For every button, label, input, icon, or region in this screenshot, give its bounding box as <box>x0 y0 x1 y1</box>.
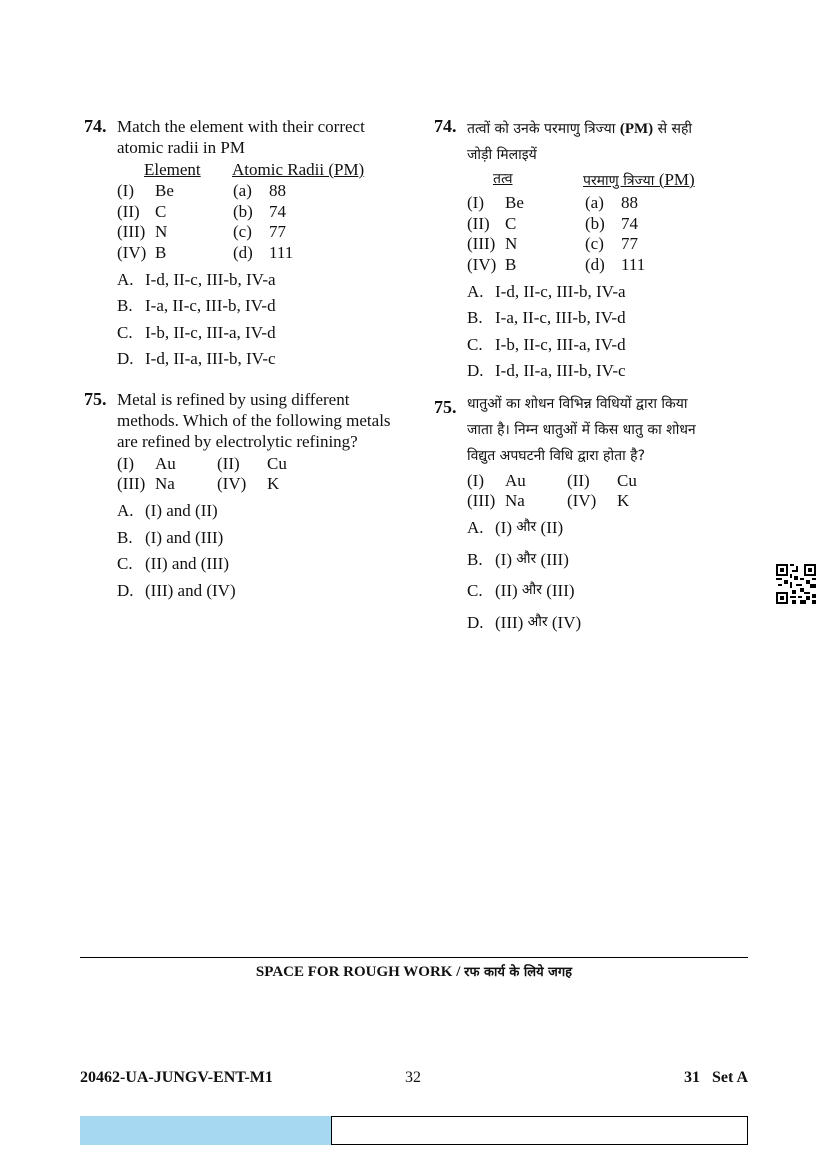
roman: (III) <box>117 222 146 242</box>
element: Be <box>155 181 174 200</box>
option-conj: और <box>516 550 537 567</box>
option-part: (III) <box>546 581 575 601</box>
question-stem <box>467 391 754 469</box>
option-d[interactable] <box>117 580 404 607</box>
question-number: 75. <box>434 396 457 417</box>
header-unit: (PM) <box>658 170 695 189</box>
letter: (a) <box>585 193 604 212</box>
roman: (II) <box>217 453 240 473</box>
match-header-left: Element <box>144 160 201 179</box>
option-label: B. <box>117 296 133 316</box>
option-text: I-d, II-c, III-b, IV-a <box>145 269 276 289</box>
option-a[interactable] <box>467 517 754 549</box>
match-row <box>467 233 754 254</box>
match-row <box>117 180 404 201</box>
roman: (I) <box>117 181 134 200</box>
metal-pair-row <box>117 473 404 494</box>
option-label: B. <box>467 308 483 328</box>
option-part: (III) <box>495 612 524 632</box>
option-text: I-d, II-c, III-b, IV-a <box>495 281 626 301</box>
question-number: 75. <box>84 388 107 409</box>
match-row <box>467 192 754 213</box>
stem-unit: (PM) <box>619 121 654 137</box>
roman: (IV) <box>217 474 247 494</box>
letter: (b) <box>233 201 253 221</box>
option-label: D. <box>467 361 484 381</box>
divider-line <box>80 957 748 958</box>
question-75-hi <box>434 391 754 643</box>
option-conj: और <box>521 582 542 599</box>
metal-pair-row <box>467 490 754 511</box>
letter: (b) <box>585 213 605 233</box>
roman: (III) <box>117 474 146 494</box>
option-label: A. <box>117 501 134 521</box>
option-d[interactable] <box>467 612 754 644</box>
option-part: (IV) <box>551 612 582 632</box>
option-label: C. <box>117 322 133 342</box>
option-label: D. <box>117 349 134 369</box>
metal-pair-row <box>117 453 404 474</box>
value: 111 <box>269 243 294 263</box>
roman: (III) <box>467 491 496 511</box>
stem-text: धातुओं का शोधन विभिन्न विधियों द्वारा किया <box>467 395 688 412</box>
value: 74 <box>621 213 638 233</box>
element: C <box>155 201 167 221</box>
option-b[interactable] <box>117 295 404 322</box>
element: B <box>155 243 167 263</box>
roman: (II) <box>567 470 590 490</box>
letter: (d) <box>233 243 253 263</box>
option-a[interactable] <box>117 269 404 296</box>
options <box>467 281 754 387</box>
option-text: I-b, II-c, III-a, IV-d <box>495 334 626 354</box>
question-75-en <box>84 389 404 606</box>
value: 111 <box>621 255 646 275</box>
option-conj: और <box>527 613 548 630</box>
option-label: A. <box>467 518 484 538</box>
option-label: C. <box>467 334 483 354</box>
option-label: A. <box>117 269 134 289</box>
header-text: परमाणु त्रिज्या <box>583 173 655 189</box>
stem-text: जोड़ी मिलाइयें <box>467 147 537 163</box>
option-text: (I) and (III) <box>145 527 224 547</box>
option-d[interactable] <box>467 360 754 387</box>
metal: Na <box>505 491 525 511</box>
rough-work-heading <box>80 962 748 981</box>
footer-color-bar <box>80 1116 331 1145</box>
roman: (I) <box>467 470 484 490</box>
question-number: 74. <box>84 116 107 136</box>
element: N <box>155 222 168 242</box>
match-header-right: Atomic Radii (PM) <box>232 160 365 179</box>
option-c[interactable] <box>117 322 404 349</box>
roman: (IV) <box>567 491 597 511</box>
option-label: D. <box>467 612 484 632</box>
metal-pair-row <box>467 470 754 491</box>
letter: (c) <box>585 234 604 254</box>
rough-work-en: SPACE FOR ROUGH WORK / <box>255 964 461 980</box>
option-label: C. <box>117 554 133 574</box>
roman: (IV) <box>467 255 497 275</box>
page-footer <box>80 1069 748 1091</box>
footer-empty-box <box>331 1116 748 1145</box>
options <box>467 517 754 643</box>
metal: Na <box>155 474 175 494</box>
match-row <box>467 254 754 275</box>
option-label: D. <box>117 580 134 600</box>
element: N <box>505 234 518 254</box>
roman: (I) <box>467 193 484 212</box>
option-c[interactable] <box>467 580 754 612</box>
option-a[interactable] <box>467 281 754 308</box>
match-header-right <box>583 169 695 192</box>
question-stem: Metal is refined by using different methods. Which of the following metals are refined by electrolytic refining? <box>117 389 391 451</box>
option-label: C. <box>467 581 483 601</box>
metal: K <box>617 491 630 511</box>
option-conj: और <box>516 519 537 536</box>
question-stem <box>467 116 754 168</box>
roman: (IV) <box>117 243 147 263</box>
metal: K <box>267 474 280 494</box>
option-text: I-a, II-c, III-b, IV-d <box>145 296 276 316</box>
option-text: (I) and (II) <box>145 501 218 521</box>
option-part: (III) <box>540 549 569 569</box>
metal: Au <box>155 453 176 473</box>
stem-text: तत्वों को उनके परमाणु त्रिज्या <box>467 121 616 137</box>
match-header <box>467 169 754 192</box>
metal: Cu <box>617 470 637 490</box>
set-label: 31 Set A <box>684 1069 748 1086</box>
stem-text: से सही <box>657 121 693 137</box>
question-stem: Match the element with their correct atomic radii in PM <box>117 117 365 157</box>
qr-code-icon <box>776 564 816 604</box>
options <box>117 269 404 375</box>
value: 88 <box>269 181 286 200</box>
option-text: I-d, II-a, III-b, IV-c <box>495 361 626 381</box>
option-part: (I) <box>495 518 512 538</box>
element: B <box>505 255 517 275</box>
roman: (III) <box>467 234 496 254</box>
letter: (a) <box>233 181 252 200</box>
metal: Cu <box>267 453 287 473</box>
option-part: (II) <box>540 518 564 538</box>
option-part: (II) <box>495 581 518 601</box>
option-part: (I) <box>495 549 512 569</box>
question-74-hi <box>434 116 754 387</box>
option-text: I-b, II-c, III-a, IV-d <box>145 322 276 342</box>
match-header-left: तत्व <box>493 171 513 187</box>
roman: (I) <box>117 453 134 473</box>
option-d[interactable] <box>117 348 404 375</box>
option-b[interactable] <box>467 307 754 334</box>
stem-text: जाता है। निम्न धातुओं में किस धातु का शोधन <box>467 421 696 438</box>
match-header <box>117 159 404 180</box>
english-column <box>84 116 404 606</box>
option-text: (II) and (III) <box>145 554 229 574</box>
element: C <box>505 213 517 233</box>
metal: Au <box>505 470 526 490</box>
paper-code: 20462-UA-JUNGV-ENT-M1 <box>80 1069 273 1086</box>
option-c[interactable] <box>467 334 754 361</box>
value: 74 <box>269 201 286 221</box>
option-text: (III) and (IV) <box>145 580 236 600</box>
stem-text: विद्युत अपघटनी विधि द्वारा होता है? <box>467 447 646 464</box>
letter: (c) <box>233 222 252 242</box>
option-text: I-a, II-c, III-b, IV-d <box>495 308 626 328</box>
hindi-column <box>434 116 754 643</box>
option-a[interactable] <box>117 500 404 527</box>
question-74-en <box>84 116 404 375</box>
match-rows <box>117 180 404 263</box>
element: Be <box>505 193 524 212</box>
option-c[interactable] <box>117 553 404 580</box>
option-b[interactable] <box>467 549 754 581</box>
match-row <box>117 242 404 263</box>
option-b[interactable] <box>117 527 404 554</box>
match-row <box>117 201 404 222</box>
roman: (II) <box>467 213 490 233</box>
match-row <box>467 213 754 234</box>
roman: (II) <box>117 201 140 221</box>
option-label: A. <box>467 281 484 301</box>
page-number: 32 <box>405 1069 421 1086</box>
value: 77 <box>621 234 638 254</box>
option-label: B. <box>467 549 483 569</box>
letter: (d) <box>585 255 605 275</box>
value: 88 <box>621 193 638 212</box>
rough-work-hi: रफ कार्य के लिये जगह <box>464 965 573 980</box>
question-number: 74. <box>434 116 457 136</box>
value: 77 <box>269 222 286 242</box>
options <box>117 500 404 606</box>
option-label: B. <box>117 527 133 547</box>
option-text: I-d, II-a, III-b, IV-c <box>145 349 276 369</box>
match-row <box>117 221 404 242</box>
match-rows <box>467 192 754 275</box>
